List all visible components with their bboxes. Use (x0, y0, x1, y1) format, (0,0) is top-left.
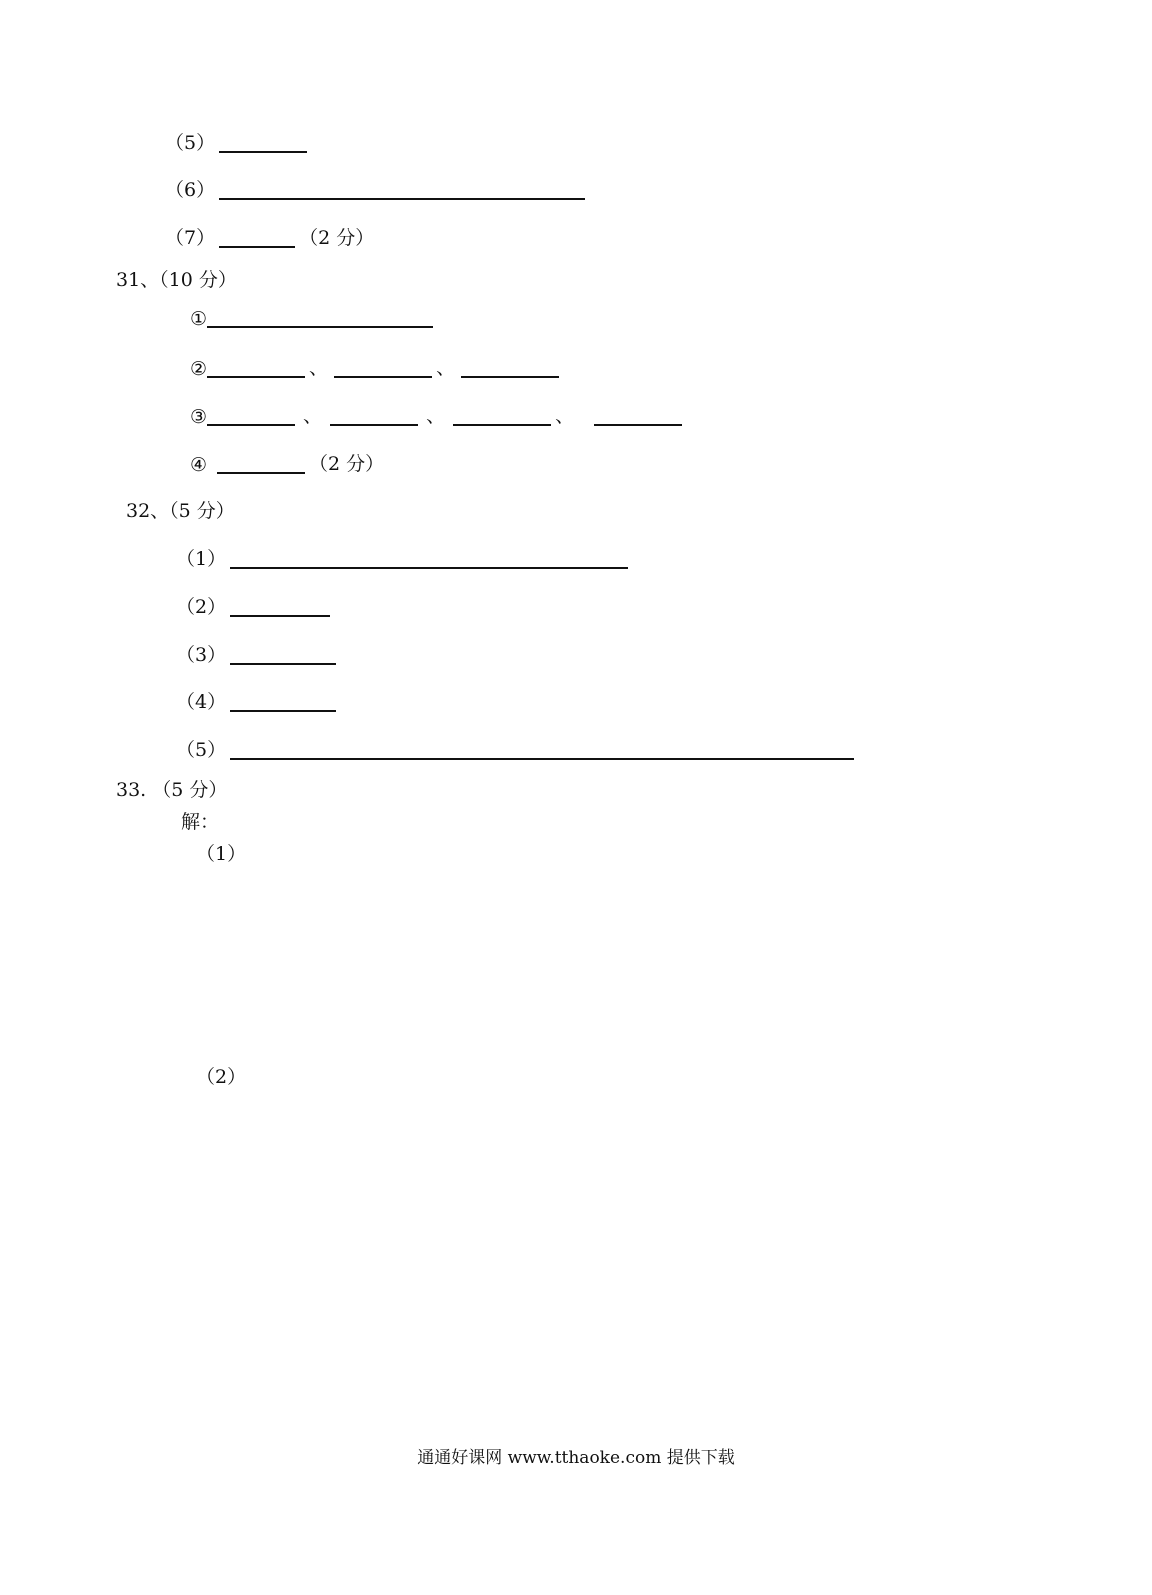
score-note: （2 分） (309, 453, 385, 475)
q33-part-2 (196, 1059, 246, 1089)
q31-item-4 (190, 446, 384, 476)
q30-item-6 (165, 172, 585, 202)
q30-item-7 (165, 220, 374, 250)
answer-blank[interactable] (334, 354, 432, 378)
answer-blank[interactable] (230, 545, 628, 569)
answer-blank[interactable] (219, 129, 307, 153)
item-label: （6） (165, 179, 216, 201)
answer-blank[interactable] (330, 402, 418, 426)
answer-blank[interactable] (207, 354, 305, 378)
q31-heading (116, 262, 237, 292)
item-label: ① (190, 308, 208, 330)
item-label: ④ (190, 454, 208, 476)
q33-part-1 (196, 836, 246, 866)
answer-blank[interactable] (461, 354, 559, 378)
answer-blank[interactable] (230, 593, 330, 617)
q32-item-2 (176, 589, 330, 619)
part-label: （1） (196, 843, 247, 865)
q31-item-2 (190, 350, 559, 380)
answer-blank[interactable] (207, 304, 433, 328)
item-label: （4） (176, 691, 227, 713)
page-footer: 通通好课网 www.tthaoke.com 提供下载 (417, 1448, 735, 1468)
answer-blank[interactable] (219, 176, 585, 200)
item-label: ② (190, 358, 208, 380)
q33-heading (116, 772, 227, 802)
q32-item-3 (176, 637, 336, 667)
q32-heading (126, 493, 235, 523)
item-label: ③ (190, 406, 208, 428)
separator: 、 (426, 405, 446, 427)
item-label: （5） (165, 132, 216, 154)
answer-blank[interactable] (594, 402, 682, 426)
item-label: （5） (176, 739, 227, 761)
item-label: （3） (176, 644, 227, 666)
answer-blank[interactable] (219, 224, 295, 248)
q30-item-5 (165, 125, 307, 155)
separator: 、 (555, 405, 575, 427)
item-label: （7） (165, 227, 216, 249)
q32-item-1 (176, 541, 628, 571)
answer-blank[interactable] (230, 736, 854, 760)
solution-label: 解： (181, 811, 220, 833)
answer-blank[interactable] (453, 402, 551, 426)
question-heading: 32、（5 分） (126, 500, 235, 522)
q31-item-3 (190, 398, 682, 428)
part-label: （2） (196, 1066, 247, 1088)
q32-item-5 (176, 732, 854, 762)
answer-blank[interactable] (207, 402, 295, 426)
q32-item-4 (176, 684, 336, 714)
answer-blank[interactable] (217, 450, 305, 474)
item-label: （1） (176, 548, 227, 570)
separator: 、 (309, 357, 329, 379)
answer-blank[interactable] (230, 688, 336, 712)
question-heading: 31、（10 分） (116, 269, 237, 291)
item-label: （2） (176, 596, 227, 618)
question-heading: 33. （5 分） (116, 779, 228, 801)
q31-item-1 (190, 300, 433, 330)
answer-blank[interactable] (230, 641, 336, 665)
score-note: （2 分） (299, 227, 375, 249)
q33-solution-label (181, 804, 219, 834)
separator: 、 (303, 405, 323, 427)
separator: 、 (436, 357, 456, 379)
